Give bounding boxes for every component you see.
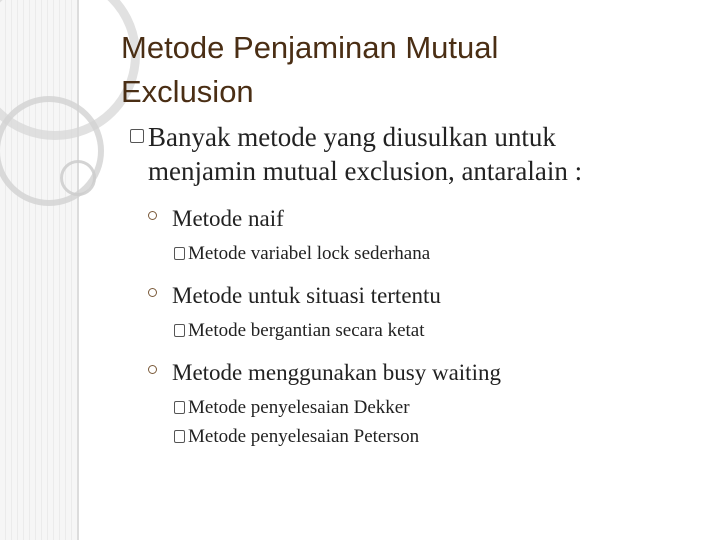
- missing-glyph-icon: [174, 247, 185, 260]
- list-item: [174, 423, 700, 450]
- slide-title-line-1: Metode Penjaminan Mutual: [121, 30, 499, 65]
- slide-title-line-2: Exclusion: [121, 74, 254, 109]
- list-item-label: Metode penyelesaian Dekker: [188, 397, 410, 418]
- list-item: [174, 394, 700, 421]
- sub-bullet-label: Metode menggunakan busy waiting: [172, 360, 501, 385]
- sub-bullet-label: Metode naif: [172, 206, 284, 231]
- list-item-label: Metode bergantian secara ketat: [188, 320, 425, 341]
- list-item-label: Metode variabel lock sederhana: [188, 243, 431, 264]
- sub-bullet-metode-naif: [148, 204, 700, 234]
- sub-bullet-busy-waiting: [148, 358, 700, 388]
- sub-bullet-situasi-tertentu: [148, 281, 700, 311]
- hollow-circle-bullet-icon: [148, 365, 157, 374]
- missing-glyph-icon: [174, 430, 185, 443]
- list-item: [174, 240, 700, 267]
- slide-title: [121, 26, 681, 114]
- list-item: [174, 317, 700, 344]
- main-bullet-line-2: menjamin mutual exclusion, antaralain :: [148, 156, 583, 186]
- decorative-circle-small: [60, 160, 96, 196]
- list-item-label: Metode penyelesaian Peterson: [188, 426, 420, 447]
- hollow-circle-bullet-icon: [148, 288, 157, 297]
- main-bullet: [130, 120, 700, 188]
- slide-body: [130, 120, 700, 452]
- hollow-circle-bullet-icon: [148, 211, 157, 220]
- sub-bullet-label: Metode untuk situasi tertentu: [172, 283, 441, 308]
- missing-glyph-icon: [130, 129, 144, 143]
- missing-glyph-icon: [174, 401, 185, 414]
- missing-glyph-icon: [174, 324, 185, 337]
- main-bullet-line-1: Banyak metode yang diusulkan untuk: [148, 122, 556, 152]
